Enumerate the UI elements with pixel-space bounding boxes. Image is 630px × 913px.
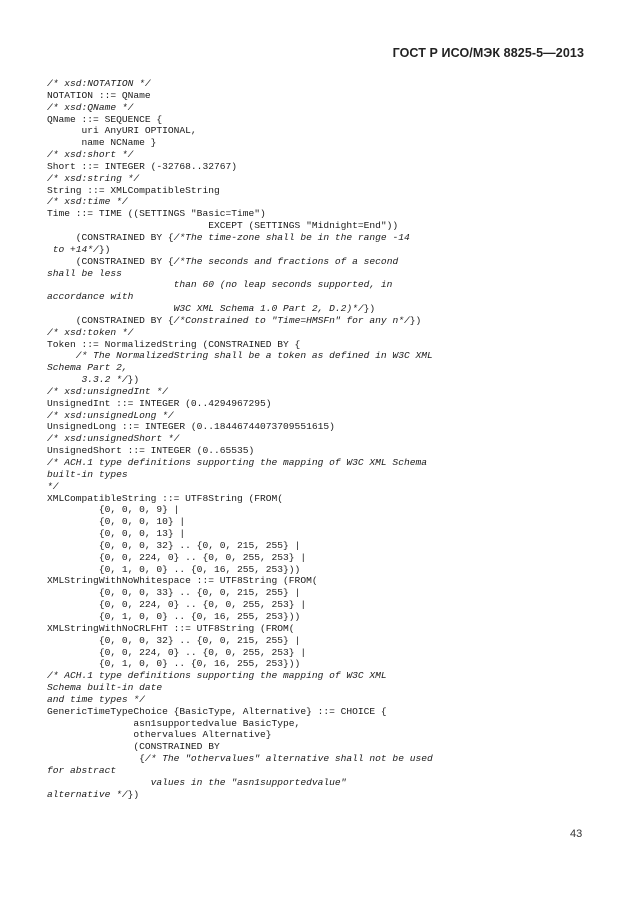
code-line: [47, 410, 607, 422]
code-line: [47, 741, 607, 753]
code-text: {0, 0, 224, 0} .. {0, 0, 255, 253} |: [47, 551, 307, 563]
code-comment: /* xsd:QName */: [47, 101, 134, 113]
asn1-code-listing: [47, 78, 607, 800]
code-line: [47, 421, 607, 433]
code-line: [47, 611, 607, 623]
code-text: (CONSTRAINED BY {: [47, 231, 174, 243]
code-line: [47, 729, 607, 741]
code-text: }): [98, 243, 111, 255]
code-line: [47, 682, 607, 694]
code-line: [47, 564, 607, 576]
code-line: [47, 90, 607, 102]
code-comment: /* xsd:NOTATION */: [47, 78, 151, 89]
code-text: }): [409, 314, 422, 326]
code-text: (CONSTRAINED BY: [47, 741, 220, 753]
code-comment: alternative */: [47, 788, 128, 800]
code-text: GenericTimeTypeChoice {BasicType, Alternative} ::= CHOICE {: [47, 705, 387, 717]
code-line: [47, 303, 607, 315]
code-line: [47, 575, 607, 587]
code-comment: /* xsd:unsignedLong */: [47, 409, 174, 421]
code-line: [47, 623, 607, 635]
code-line: [47, 362, 607, 374]
code-text: XMLStringWithNoCRLFHT ::= UTF8String (FROM(: [47, 622, 295, 634]
code-text: {0, 0, 0, 32} .. {0, 0, 215, 255} |: [47, 634, 301, 646]
code-comment: for abstract: [47, 764, 117, 776]
code-comment: than 60 (no leap seconds supported, in: [47, 279, 393, 291]
code-line: [47, 102, 607, 114]
code-text: Short ::= INTEGER (-32768..32767): [47, 160, 237, 172]
code-comment: /* xsd:unsignedShort */: [47, 433, 180, 445]
code-text: {0, 0, 0, 33} .. {0, 0, 215, 255} |: [47, 587, 301, 599]
code-line: [47, 765, 607, 777]
code-line: [47, 291, 607, 303]
code-line: [47, 670, 607, 682]
code-line: [47, 635, 607, 647]
code-text: String ::= XMLCompatibleString: [47, 184, 220, 196]
code-text: }): [127, 374, 140, 386]
code-text: asn1supportedvalue BasicType,: [47, 717, 301, 729]
code-text: {0, 1, 0, 0} .. {0, 16, 255, 253})): [47, 563, 301, 575]
code-text: othervalues Alternative}: [47, 729, 272, 741]
code-line: [47, 161, 607, 173]
code-comment: /* ACH.1 type definitions supporting the mapping of W3C XML Schema: [47, 457, 427, 468]
code-line: [47, 185, 607, 197]
code-text: }): [363, 303, 376, 315]
code-comment: */: [47, 480, 59, 492]
code-line: [47, 149, 607, 161]
code-text: {: [47, 753, 145, 765]
code-text: (CONSTRAINED BY {: [47, 255, 174, 267]
code-text: Token ::= NormalizedString (CONSTRAINED BY {: [47, 338, 301, 350]
code-line: [47, 315, 607, 327]
code-text: {0, 0, 0, 13} |: [47, 528, 186, 540]
code-line: [47, 587, 607, 599]
code-comment: built-in types: [47, 468, 128, 480]
code-line: [47, 256, 607, 268]
code-line: [47, 374, 607, 386]
code-line: [47, 445, 607, 457]
code-text: XMLCompatibleString ::= UTF8String (FROM(: [47, 492, 284, 504]
code-line: [47, 457, 607, 469]
code-text: UnsignedLong ::= INTEGER (0..18446744073709551615): [47, 421, 335, 433]
code-text: {0, 0, 0, 32} .. {0, 0, 215, 255} |: [47, 539, 301, 551]
code-text: XMLStringWithNoWhitespace ::= UTF8String (FROM(: [47, 575, 318, 587]
code-comment: /*The seconds and fractions of a second: [173, 255, 399, 267]
code-comment: accordance with: [47, 291, 134, 303]
code-text: NOTATION ::= QName: [47, 89, 151, 101]
code-comment: shall be less: [47, 267, 122, 279]
code-text: (CONSTRAINED BY {: [47, 314, 174, 326]
code-line: [47, 279, 607, 291]
code-comment: /* ACH.1 type definitions supporting the mapping of W3C XML: [47, 670, 387, 682]
code-text: QName ::= SEQUENCE {: [47, 113, 163, 125]
code-text: }): [127, 788, 140, 800]
code-line: [47, 433, 607, 445]
code-line: [47, 232, 607, 244]
code-line: [47, 350, 607, 362]
code-line: [47, 493, 607, 505]
code-line: [47, 78, 607, 90]
code-comment: 3.3.2 */: [47, 374, 128, 386]
code-line: [47, 220, 607, 232]
code-line: [47, 552, 607, 564]
code-comment: and time types */: [47, 693, 145, 705]
code-line: [47, 173, 607, 185]
code-text: {0, 0, 224, 0} .. {0, 0, 255, 253} |: [47, 646, 307, 658]
code-text: EXCEPT (SETTINGS "Midnight=End")): [47, 220, 399, 232]
code-line: [47, 268, 607, 280]
code-text: {0, 1, 0, 0} .. {0, 16, 255, 253})): [47, 658, 301, 670]
code-text: {0, 0, 224, 0} .. {0, 0, 255, 253} |: [47, 599, 307, 611]
code-line: [47, 339, 607, 351]
code-line: [47, 753, 607, 765]
code-line: [47, 398, 607, 410]
code-comment: /* The "othervalues" alternative shall not be used: [144, 753, 433, 765]
code-line: [47, 528, 607, 540]
code-line: [47, 196, 607, 208]
code-text: {0, 1, 0, 0} .. {0, 16, 255, 253})): [47, 610, 301, 622]
code-text: UnsignedInt ::= INTEGER (0..4294967295): [47, 397, 272, 409]
document-header-title: ГОСТ Р ИСО/МЭК 8825-5—2013: [392, 46, 584, 60]
code-line: [47, 327, 607, 339]
code-comment: /* xsd:unsignedInt */: [47, 385, 168, 397]
code-text: UnsignedShort ::= INTEGER (0..65535): [47, 445, 255, 457]
code-line: [47, 469, 607, 481]
code-text: {0, 0, 0, 9} |: [47, 504, 180, 516]
code-comment: /* xsd:string */: [47, 172, 140, 184]
code-line: [47, 777, 607, 789]
code-text: name NCName }: [47, 137, 157, 149]
code-line: [47, 694, 607, 706]
code-line: [47, 599, 607, 611]
code-comment: W3C XML Schema 1.0 Part 2, D.2)*/: [47, 303, 364, 315]
code-comment: /* The NormalizedString shall be a token as defined in W3C XML: [47, 350, 433, 362]
code-comment: values in the "asn1supportedvalue": [47, 776, 347, 788]
page-number: 43: [570, 828, 583, 840]
code-comment: /* xsd:time */: [47, 196, 128, 208]
code-line: [47, 244, 607, 256]
code-comment: Schema built-in date: [47, 682, 163, 694]
code-line: [47, 125, 607, 137]
code-comment: /* xsd:token */: [47, 326, 134, 338]
code-line: [47, 504, 607, 516]
code-comment: /*The time-zone shall be in the range -14: [173, 231, 410, 243]
code-comment: to +14*/: [47, 243, 99, 255]
code-line: [47, 540, 607, 552]
code-line: [47, 114, 607, 126]
code-line: [47, 137, 607, 149]
code-line: [47, 718, 607, 730]
code-line: [47, 647, 607, 659]
code-text: {0, 0, 0, 10} |: [47, 516, 186, 528]
code-text: uri AnyURI OPTIONAL,: [47, 125, 197, 137]
code-line: [47, 516, 607, 528]
code-line: [47, 386, 607, 398]
code-line: [47, 789, 607, 801]
code-line: [47, 658, 607, 670]
code-line: [47, 706, 607, 718]
code-text: Time ::= TIME ((SETTINGS "Basic=Time"): [47, 208, 266, 220]
code-comment: /* xsd:short */: [47, 149, 134, 161]
code-comment: /*Constrained to "Time=HMSFn" for any n*/: [173, 314, 410, 326]
code-line: [47, 208, 607, 220]
code-line: [47, 481, 607, 493]
code-comment: Schema Part 2,: [47, 362, 128, 374]
